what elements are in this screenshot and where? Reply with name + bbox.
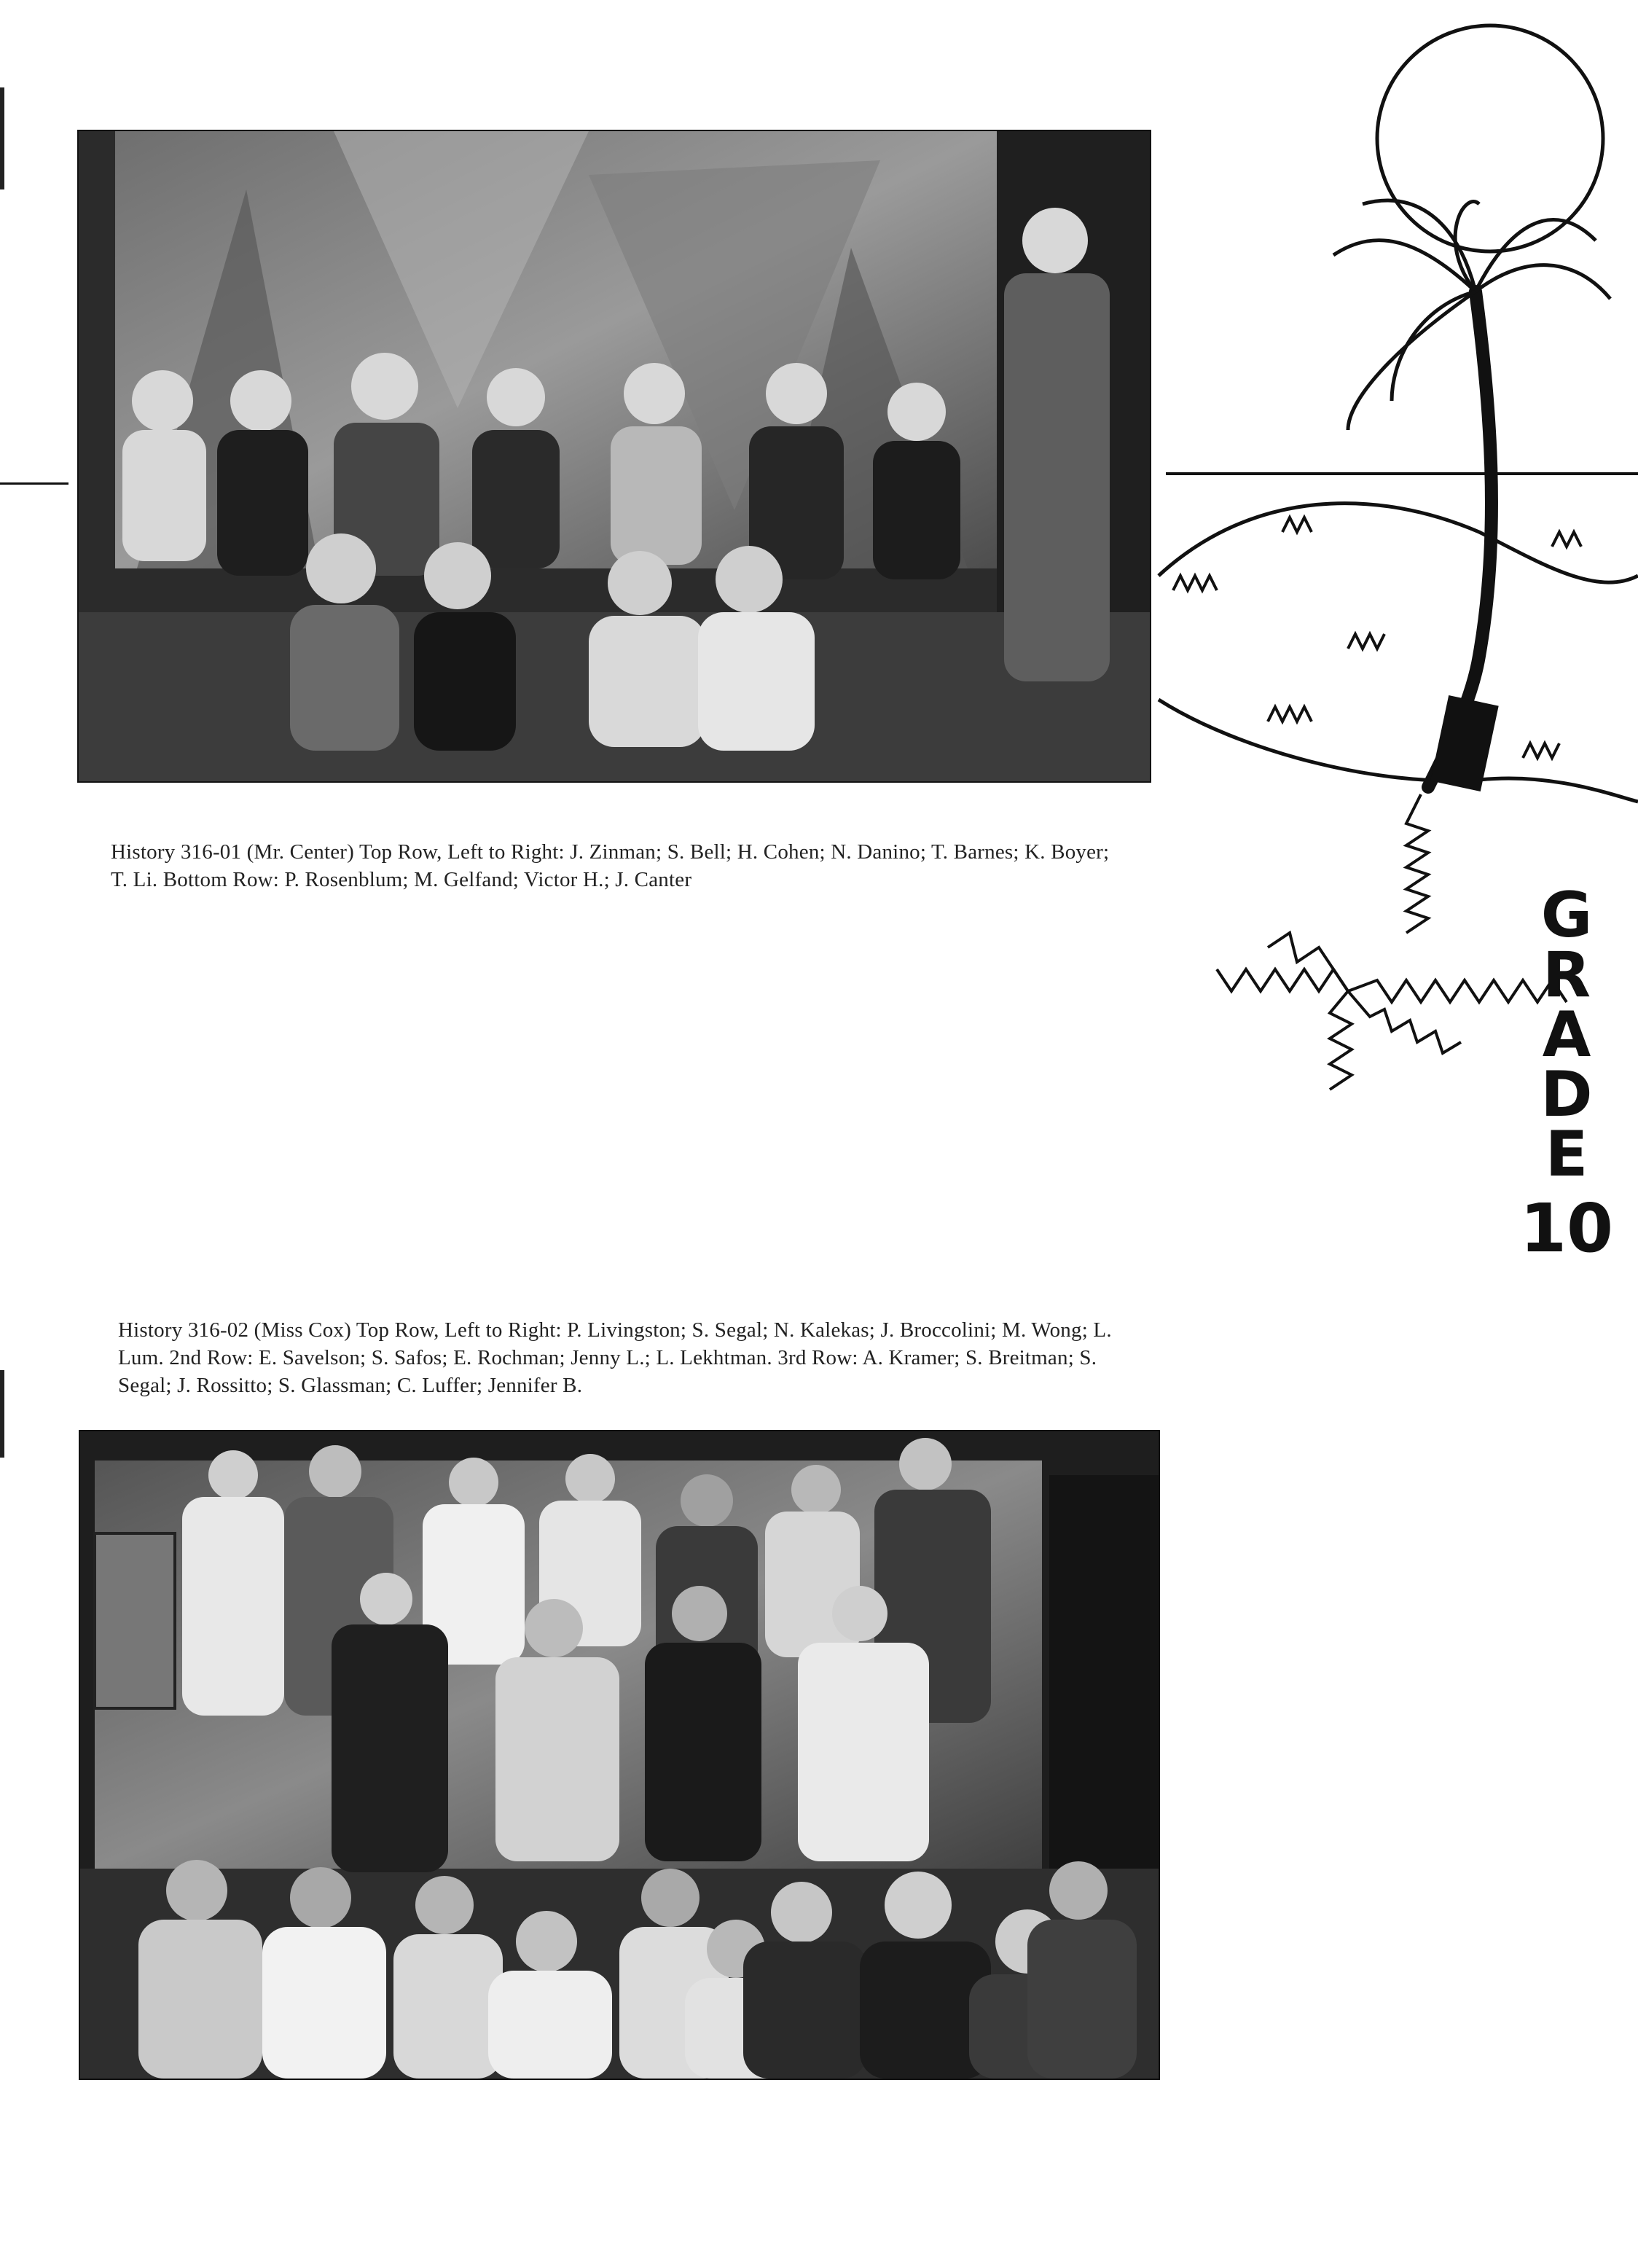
photo-2-illustration [80, 1431, 1159, 2079]
class-photo-history-316-01 [77, 130, 1151, 783]
binding-edge-mark [0, 1370, 4, 1458]
palm-fronds [1333, 200, 1610, 430]
class-photo-history-316-02 [79, 1430, 1160, 2080]
photo-2-caption: History 316-02 (Miss Cox) Top Row, Left to Right: P. Livingston; S. Segal; N. Kalekas; J. Broccolini; M. Wong; L. Lum. 2nd Row: E. Savelson; S. Safos; E. Rochman; Jenny L.; L. Lekhtman. 3rd Row: A. Kramer; S. Breitman; S. Segal; J. Rossitto; S. Glassman; C. Luffer; Jennifer B. [118, 1318, 1112, 1397]
trunk-shadow [1430, 695, 1498, 791]
photo-1-caption: History 316-01 (Mr. Center) Top Row, Left to Right: J. Zinman; S. Bell; H. Cohen; N. Danino; T. Barnes; K. Boyer; T. Li. Bottom Row: P. Rosenblum; M. Gelfand; Victor H.; J. Canter [111, 840, 1110, 891]
margin-rule [0, 482, 68, 485]
section-label [1501, 879, 1632, 1269]
grade-number: 10 [1519, 1189, 1614, 1267]
shoreline [1159, 700, 1638, 802]
photo-1-illustration [79, 131, 1150, 781]
sun-icon [1377, 26, 1603, 251]
grade-word: GRADE [1540, 879, 1593, 1191]
binding-edge-mark [0, 87, 4, 189]
